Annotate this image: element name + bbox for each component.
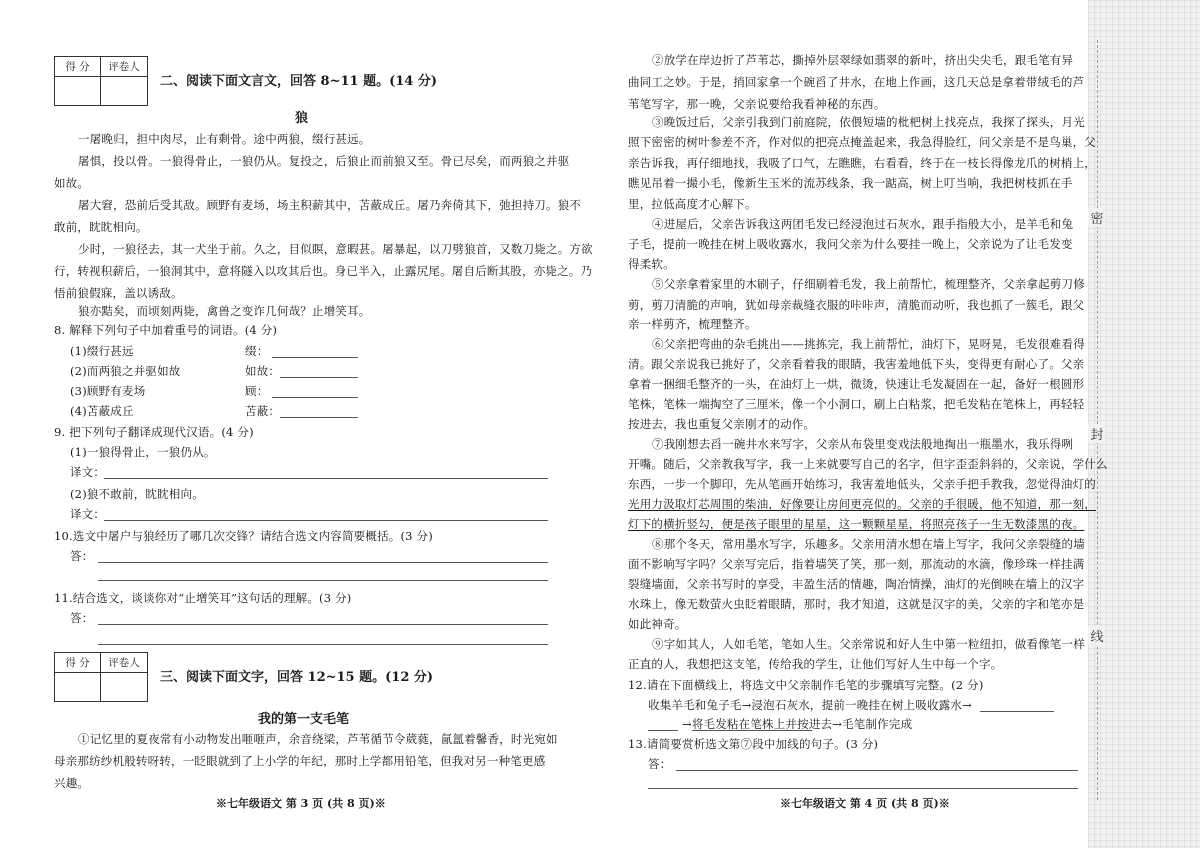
- score-cell[interactable]: [55, 77, 101, 105]
- brush-paragraph-line: 亲告诉我，再仔细地找，我吸了口气，左瞧瞧，右看看，终于在一枝长得像龙爪的树梢上，: [628, 156, 1096, 170]
- q10-answer-line-2[interactable]: [98, 580, 548, 581]
- q13-answer-line-1[interactable]: [676, 770, 1078, 771]
- q12-answer-blank-1[interactable]: [980, 711, 1054, 712]
- brush-paragraph-line: 子毛，提前一晚挂在树上吸收露水，我问父亲为什么要挂一晚上，父亲说为了让毛发变: [628, 237, 1073, 251]
- q8-word-1: 缀：: [245, 344, 269, 358]
- wolf-line: 狼亦黠矣，而顷刻两毙，禽兽之变诈几何哉？止增笑耳。: [78, 304, 371, 318]
- q10-answer-line-1[interactable]: [98, 562, 548, 563]
- q13-answer-line-2[interactable]: [648, 788, 1078, 789]
- q8-answer-blank-2[interactable]: [280, 377, 358, 378]
- binding-line: [1097, 40, 1098, 800]
- brush-line: ①记忆里的夏夜常有小动物发出咂咂声，余音绕梁，芦苇循节令葳蕤，氤氲着馨香，时光宛如: [78, 732, 558, 746]
- brush-paragraph-line: ⑦我刚想去舀一碗井水来写字，父亲从布袋里变戏法般地掏出一瓶墨水，我乐得咧: [652, 437, 1074, 451]
- score-table: [54, 56, 148, 106]
- q8-word-2: 如故：: [245, 364, 281, 378]
- q12-steps-line-1: 收集羊毛和兔子毛→浸泡石灰水，提前一晚挂在树上吸收露水→: [648, 698, 972, 712]
- brush-paragraph-line: 照下密密的树叶参差不齐，作对似的把亮点掩盖起来，我急得脸红，问父亲是不是鸟巢，父: [628, 135, 1096, 149]
- brush-paragraph-line: ⑧那个冬天，常用墨水写字，乐趣多。父亲用清水想在墙上写字，我问父亲裂缝的墙: [652, 537, 1085, 551]
- brush-paragraph-line: 曲同工之妙。于是，捎回家拿一个碗舀了井水，在地上作画，这几天总是拿着带绒毛的芦: [628, 75, 1085, 89]
- score-header: 得 分: [55, 57, 101, 77]
- q9-answer-line-2[interactable]: [104, 520, 548, 521]
- q12-steps-line-2: →将毛发粘在笔株上并按进去→毛笔制作完成: [682, 717, 913, 731]
- q12-answer-blank-3[interactable]: [692, 730, 812, 731]
- wolf-line: 悟前狼假寐，盖以诱敌。: [54, 286, 183, 300]
- brush-paragraph-line: 裂缝墙面，父亲书写时的享受，丰盈生活的情趣，陶冶情操，油灯的光倒映在墙上的汉字: [628, 577, 1085, 591]
- question-13: 13.请简要赏析选文第⑦段中加线的句子。(3 分): [628, 737, 879, 751]
- q8-sentence-4: (4)苫蔽成丘: [70, 404, 134, 418]
- question-10: 10.选文中屠户与狼经历了哪几次交锋？请结合选文内容简要概括。(3 分): [54, 529, 433, 543]
- q9-sentence-2: (2)狼不敢前，眈眈相向。: [70, 487, 204, 501]
- q9-answer-line-1[interactable]: [104, 478, 548, 479]
- question-9: 9. 把下列句子翻译成现代汉语。(4 分): [54, 425, 254, 439]
- wolf-line: 一屠晚归，担中肉尽，止有剩骨。途中两狼，缀行甚远。: [78, 132, 371, 146]
- q8-answer-blank-1[interactable]: [272, 357, 358, 358]
- question-8: 8. 解释下列句子中加着重号的词语。(4 分): [54, 323, 278, 337]
- brush-paragraph-line: 如此神奇。: [628, 617, 687, 631]
- grader-cell[interactable]: [101, 673, 147, 701]
- q8-sentence-3: (3)顾野有麦场: [70, 384, 146, 398]
- brush-underlined-sentence: 光用力汲取灯芯周围的柴油，好像要让房间更亮似的。父亲的手很暖，他不知道，那一刻，: [628, 497, 1096, 511]
- wolf-line: 行，转视积薪后，一狼洞其中，意将隧入以攻其后也。身已半入，止露尻尾。屠自后断其股，亦毙之。乃: [54, 264, 593, 278]
- q12-answer-blank-2[interactable]: [648, 730, 678, 731]
- brush-paragraph-line: 清。跟父亲说我已挑好了，父亲看着我的眼睛，我害羞地低下头，变得更有耐心了。父亲: [628, 357, 1085, 371]
- q11-answer-line-1[interactable]: [98, 624, 548, 625]
- brush-paragraph-line: ②放学在岸边折了芦苇芯，撕掉外层翠绿如翡翠的新叶，挤出尖尖毛，跟毛笔有异: [652, 53, 1074, 67]
- q8-answer-blank-4[interactable]: [280, 417, 358, 418]
- q8-word-4: 苫蔽：: [245, 404, 281, 418]
- q10-answer-label: 答：: [70, 549, 94, 563]
- brush-paragraph-line: ⑥父亲把弯曲的杂毛挑出——挑拣完，我上前帮忙，油灯下，晃呀晃，毛发很难看得: [652, 337, 1085, 351]
- brush-paragraph-line: 亲一样剪齐，梳理整齐。: [628, 317, 757, 331]
- question-12: 12.请在下面横线上，将选文中父亲制作毛笔的步骤填写完整。(2 分): [628, 678, 984, 692]
- binding-char-feng: 封: [1088, 424, 1106, 443]
- brush-paragraph-line: ③晚饭过后，父亲引我到门前庭院，依偎短墙的枇杷树上找亮点，我探了探头，月光: [652, 115, 1085, 129]
- brush-paragraph-line: 水珠上，像无数萤火虫眨着眼睛，那时，我才知道，这就是汉字的美，父亲的字和笔亦是: [628, 597, 1085, 611]
- grader-header: 评卷人: [101, 57, 147, 77]
- wolf-line: 如故。: [54, 176, 90, 190]
- q8-answer-blank-3[interactable]: [272, 397, 358, 398]
- wolf-line: 屠惧，投以骨。一狼得骨止，一狼仍从。复投之，后狼止而前狼又至。骨已尽矣，而两狼之并驱: [78, 154, 570, 168]
- brush-paragraph-line: 得柔软。: [628, 257, 675, 271]
- wolf-line: 敢前，眈眈相向。: [54, 220, 148, 234]
- binding-char-mi: 密: [1088, 208, 1106, 227]
- brush-paragraph-line: 正直的人，我想把这支笔，传给我的学生，让他们写好人生中每一个字。: [628, 657, 1003, 671]
- score-cell[interactable]: [55, 673, 101, 701]
- section-2-heading: 二、阅读下面文言文，回答 8~11 题。(14 分): [160, 74, 437, 89]
- wolf-line: 少时，一狼径去，其一犬坐于前。久之，目似瞑，意暇甚。屠暴起，以刀劈狼首，又数刀毙之。方欲: [78, 242, 593, 256]
- brush-paragraph-line: 面不影响写字吗？父亲写完后，指着墙笑了笑，那一刻，那流动的水滴，像珍珠一样挂满: [628, 557, 1085, 571]
- brush-paragraph-line: 瞧见吊着一撮小毛，像新生玉米的流苏线条，我一踮高，树上叮当响，我把树枝抓在手: [628, 176, 1073, 190]
- q9-translation-label-1: 译文：: [70, 465, 106, 479]
- brush-paragraph-line: 东西，一步一个脚印，先从笔画开始练习，我害羞地低头，父亲手把手教我，忽觉得油灯的: [628, 477, 1096, 491]
- q8-word-3: 顾：: [245, 384, 269, 398]
- brush-line: 母亲那纺纱机般转呀转，一眨眼就到了上小学的年纪，那时上学都用铅笔，但我对另一种笔更感: [54, 754, 546, 768]
- binding-char-xian: 线: [1088, 626, 1106, 645]
- brush-paragraph-line: ⑨字如其人，人如毛笔，笔如人生。父亲常说和好人生中第一粒纽扣，做看像笔一样: [652, 637, 1085, 651]
- brush-paragraph-line: 苇笔写字，那一晚，父亲说要给我看神秘的东西。: [628, 97, 886, 111]
- page-footer-3: ※七年级语文 第 3 页 (共 8 页)※: [216, 797, 386, 810]
- wolf-line: 屠大窘，恐前后受其敌。顾野有麦场，场主积薪其中，苫蔽成丘。屠乃奔倚其下，弛担持刀。狼不: [78, 198, 582, 212]
- brush-paragraph-line: 笔株，笔株一端掏空了三厘米，像一个小洞口，刷上白粘浆，把毛发粘在笔株上，再轻轻: [628, 397, 1085, 411]
- brush-paragraph-line: ④进屋后，父亲告诉我这两团毛发已经浸泡过石灰水，跟手指般大小，是羊毛和兔: [652, 217, 1074, 231]
- section-3-heading: 三、阅读下面文字，回答 12~15 题。(12 分): [160, 670, 434, 685]
- score-table: [54, 652, 148, 702]
- brush-paragraph-line: 拿着一捆细毛整齐的一头，在油灯上一烘，微烫，快速让毛发凝固在一起，备好一根圆形: [628, 377, 1085, 391]
- brush-paragraph-line: ⑤父亲拿着家里的木刷子，仔细刷着毛发，我上前帮忙，梳理整齐，父亲拿起剪刀修: [652, 277, 1085, 291]
- brush-line: 兴趣。: [54, 776, 90, 790]
- brush-paragraph-line: 里，拉低高度才心解下。: [628, 197, 757, 211]
- q8-sentence-1: (1)缀行甚远: [70, 344, 134, 358]
- passage-title-brush: 我的第一支毛笔: [258, 712, 350, 727]
- brush-paragraph-line: 开嘴。随后，父亲教我写字，我一上来就要写自己的名字，但字歪歪斜斜的，父亲说，学什么: [628, 457, 1108, 471]
- grader-header: 评卷人: [101, 653, 147, 673]
- brush-paragraph-line: 剪，剪刀清脆的声响，犹如母亲裁缝衣服的咔咔声，清脆而动听，我也抓了一簇毛，跟父: [628, 298, 1085, 312]
- score-header: 得 分: [55, 653, 101, 673]
- grader-cell[interactable]: [101, 77, 147, 105]
- q11-answer-label: 答：: [70, 611, 94, 625]
- q11-answer-line-2[interactable]: [98, 644, 548, 645]
- q9-translation-label-2: 译文：: [70, 507, 106, 521]
- brush-underlined-sentence: 灯下的横折竖勾，便是孩子眼里的星星，这一颗颗星星，将照亮孩子一生无数漆黑的夜。: [628, 517, 1085, 531]
- question-11: 11.结合选文，谈谈你对“止增笑耳”这句话的理解。(3 分): [54, 591, 352, 605]
- q8-sentence-2: (2)而两狼之并驱如故: [70, 364, 181, 378]
- q13-answer-label: 答：: [648, 757, 672, 771]
- passage-title-wolf: 狼: [295, 111, 309, 126]
- page-footer-4: ※七年级语文 第 4 页 (共 8 页)※: [780, 797, 950, 810]
- q9-sentence-1: (1)一狼得骨止，一狼仍从。: [70, 445, 216, 459]
- brush-paragraph-line: 按进去，我也重复父亲刚才的动作。: [628, 417, 816, 431]
